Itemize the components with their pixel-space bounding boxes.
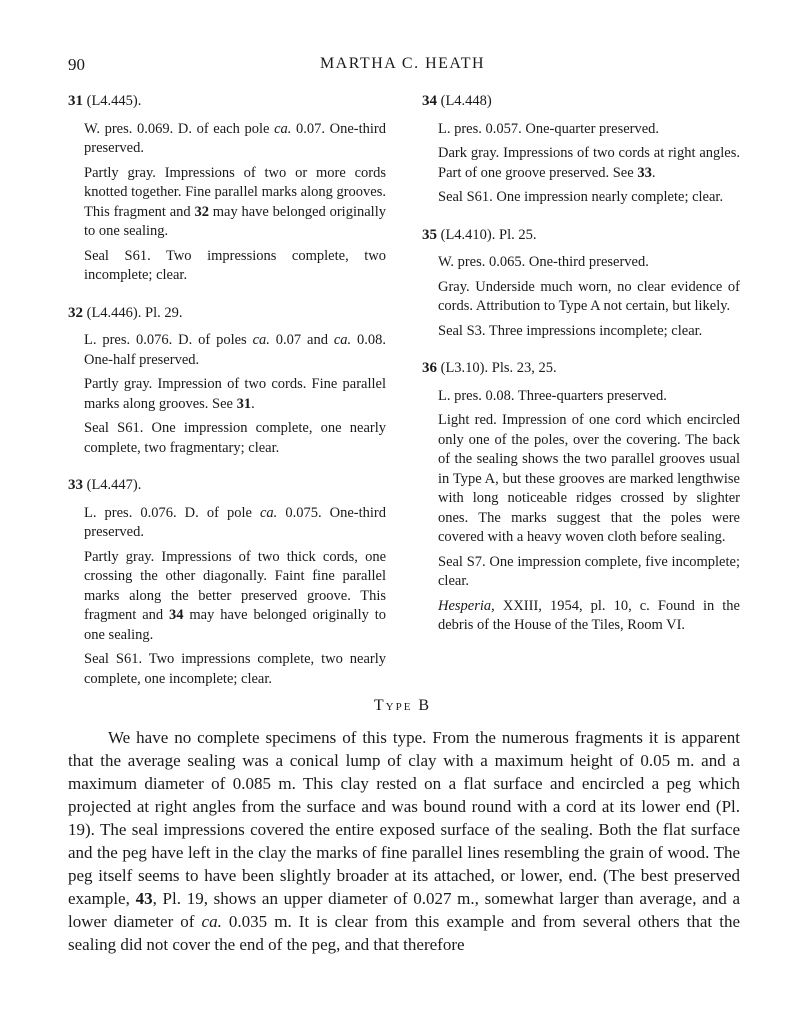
- entry-heading: [422, 226, 740, 246]
- catalogue-entry: [422, 226, 740, 342]
- entry-paragraph: Dark gray. Impressions of two cords at right angles. Part of one groove preserved. See 33.: [438, 145, 740, 181]
- entry-paragraph: L. pres. 0.08. Three-quarters preserved.: [438, 387, 667, 404]
- page-number: 90: [68, 55, 85, 74]
- entry-paragraph: Seal S61. Two impressions complete, two nearly complete, one incomplete; clear.: [84, 651, 386, 687]
- right-column: [422, 92, 740, 654]
- entry-number: 33: [68, 477, 83, 493]
- entry-paragraph: Gray. Underside much worn, no clear evidence of cords. Attribution to Type A not certain, but likely.: [438, 278, 740, 314]
- entry-paragraph: Partly gray. Impression of two cords. Fine parallel marks along grooves. See 31.: [84, 376, 386, 412]
- entry-paragraph: Partly gray. Impressions of two thick cords, one crossing the other diagonally. Faint fine parallel marks along the better preserved groove. This fragment and 34 may have belonged originally to one sealing.: [84, 548, 386, 643]
- left-column: [68, 92, 386, 707]
- entry-heading: [68, 92, 386, 112]
- entry-heading: [422, 92, 740, 112]
- entry-paragraph: Hesperia, XXIII, 1954, pl. 10, c. Found in the debris of the House of the Tiles, Room VI.: [438, 597, 740, 633]
- catalogue-entry: [68, 92, 386, 286]
- catalogue-entry: [422, 92, 740, 208]
- entry-reference: (L4.446). Pl. 29.: [83, 304, 183, 321]
- entry-heading: [422, 359, 740, 379]
- entry-paragraph: W. pres. 0.065. One-third preserved.: [438, 254, 649, 270]
- entry-paragraph: L. pres. 0.076. D. of pole ca. 0.075. One-third preserved.: [84, 504, 387, 540]
- entry-heading: [68, 304, 386, 324]
- page-header: [0, 55, 805, 77]
- catalogue-entry: [68, 304, 386, 459]
- entry-paragraph: Seal S61. Two impressions complete, two incomplete; clear.: [84, 247, 386, 283]
- catalogue-entry: [422, 359, 740, 636]
- entry-paragraph: W. pres. 0.069. D. of each pole ca. 0.07. One-third preserved.: [84, 120, 386, 156]
- catalogue-entry: [68, 476, 386, 689]
- entry-paragraph: Seal S7. One impression complete, five incomplete; clear.: [438, 553, 740, 589]
- entry-reference: (L3.10). Pls. 23, 25.: [437, 360, 557, 376]
- entry-paragraph: L. pres. 0.076. D. of poles ca. 0.07 and ca. 0.08. One-half preserved.: [84, 332, 387, 368]
- entry-reference: (L4.445).: [83, 93, 142, 109]
- body-paragraph: We have no complete specimens of this type. From the numerous fragments it is apparent that the average sealing was a conical lump of clay with a maximum height of 0.05 m. and a maximum diameter of 0.085 m. This clay rested on a flat surface and encircled a peg which projected at right angles from the surface and was bound round with a cord at its lower end (Pl. 19). The seal impressions covered the entire exposed surface of the sealing. Both the flat surface and the peg have left in the clay the marks of fine parallel lines resembling the grain of wood. The peg itself seems to have been slightly broader at its attached, or lower, end. (The best preserved example, 43, Pl. 19, shows an upper diameter of 0.027 m., somewhat larger than average, and a lower diameter of ca. 0.035 m. It is clear from this example and from several others that the sealing did not cover the end of the peg, and that therefore: [68, 728, 740, 954]
- entry-number: 31: [68, 93, 83, 109]
- running-head: MARTHA C. HEATH: [319, 55, 486, 72]
- entry-number: 32: [68, 304, 83, 321]
- section-heading: Type B: [373, 697, 432, 714]
- entry-number: 36: [422, 360, 437, 376]
- section-body: [68, 726, 740, 956]
- entry-heading: [68, 476, 386, 496]
- entry-paragraph: Seal S61. One impression nearly complete; clear.: [438, 189, 724, 205]
- entry-paragraph: Light red. Impression of one cord which encircled only one of the poles, over the covering. The back of the sealing shows the two parallel grooves usual in Type A, but these grooves are marked lengthwise with long noticeable ridges crossed by slighter ones. The marks suggest that the poles were covered with a heavy woven cloth before sealing.: [438, 412, 740, 545]
- entry-reference: (L4.447).: [83, 477, 142, 493]
- entry-number: 34: [422, 93, 437, 109]
- entry-reference: (L4.448): [437, 93, 492, 109]
- entry-paragraph: Partly gray. Impressions of two or more cords knotted together. Fine parallel marks along grooves. This fragment and 32 may have belonged originally to one sealing.: [84, 164, 387, 239]
- entry-number: 35: [422, 226, 437, 243]
- entry-paragraph: Seal S61. One impression complete, one nearly complete, two fragmentary; clear.: [84, 420, 386, 456]
- entry-paragraph: Seal S3. Three impressions incomplete; clear.: [438, 322, 703, 339]
- entry-reference: (L4.410). Pl. 25.: [437, 226, 537, 243]
- entry-paragraph: L. pres. 0.057. One-quarter preserved.: [438, 120, 660, 137]
